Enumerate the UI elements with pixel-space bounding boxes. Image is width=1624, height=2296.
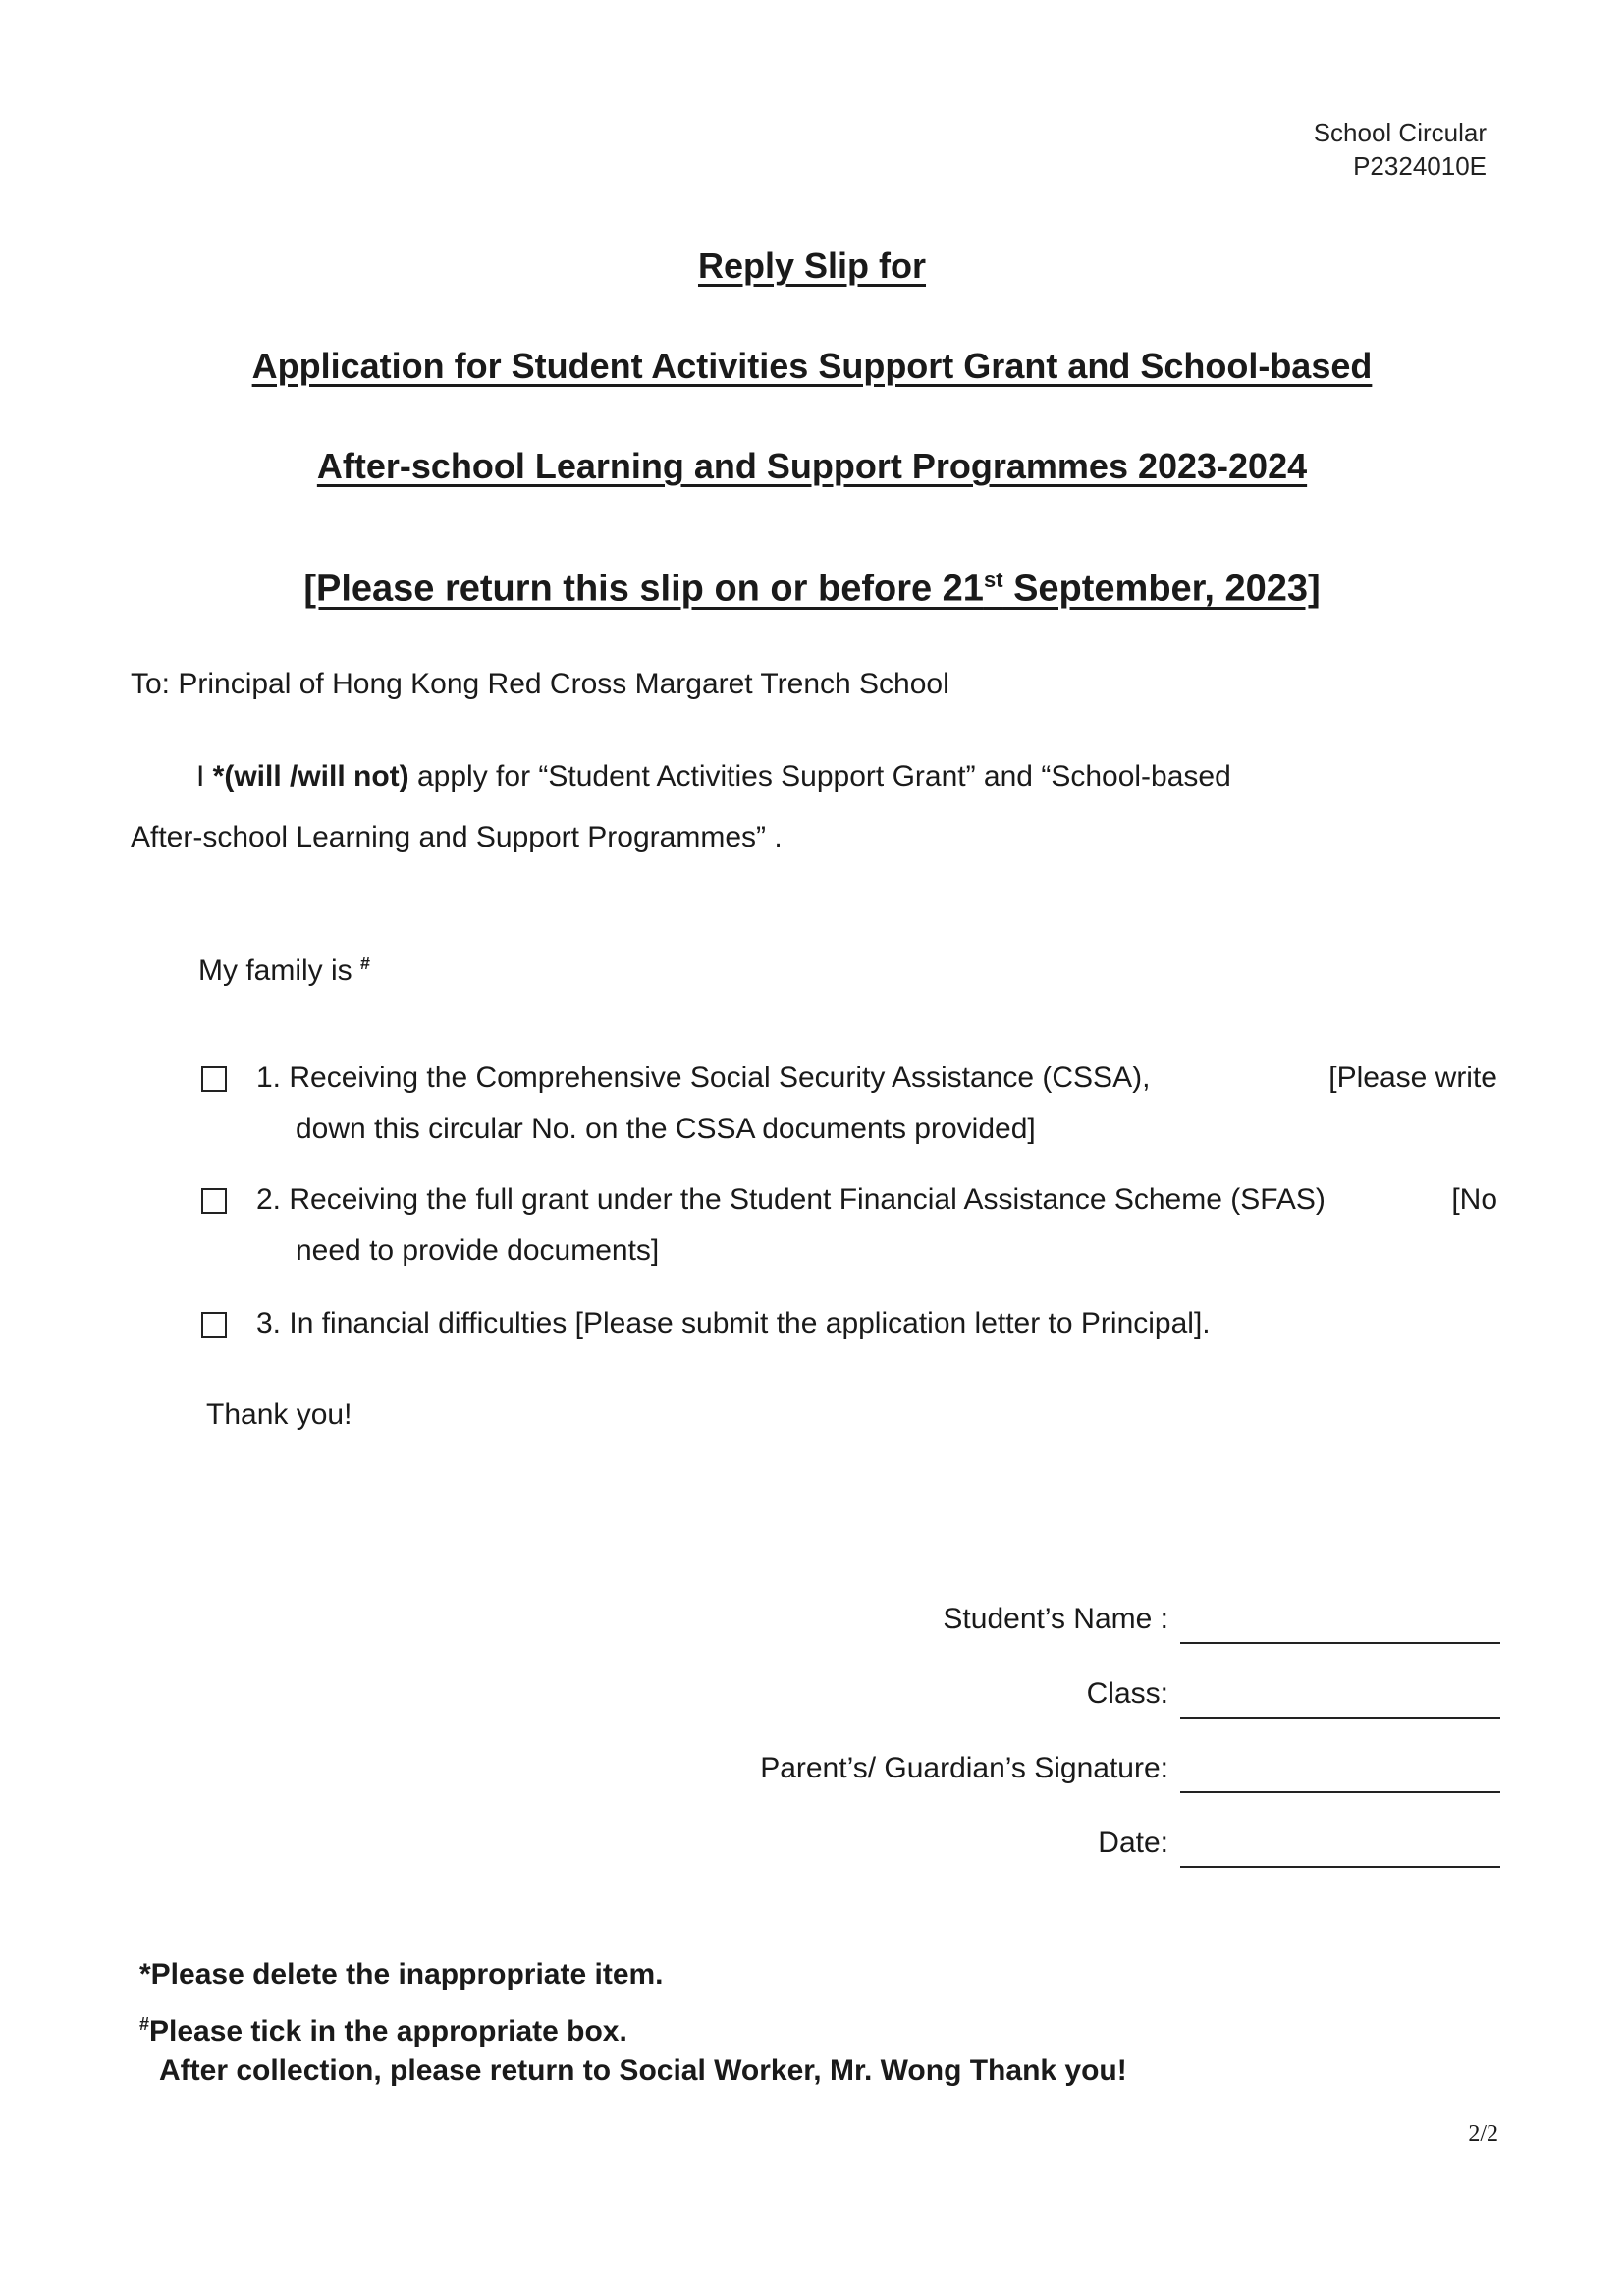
apply-choice[interactable]: *(will /will not) xyxy=(212,760,409,793)
option-sfas-note: [No xyxy=(1451,1183,1497,1216)
page-number: 2/2 xyxy=(1468,2121,1498,2147)
student-name-label: Student’s Name : xyxy=(943,1603,1168,1635)
circular-number: P2324010E xyxy=(1353,151,1487,181)
option-sfas-line2: need to provide documents] xyxy=(296,1234,660,1267)
circular-reference xyxy=(1314,116,1487,183)
family-label-text: My family is xyxy=(198,955,360,987)
thank-you-text: Thank you! xyxy=(206,1398,352,1431)
date-label: Date: xyxy=(1098,1827,1168,1859)
option-sfas-text: 2. Receiving the full grant under the Student Financial Assistance Scheme (SFAS) xyxy=(256,1183,1326,1216)
signature-label: Parent’s/ Guardian’s Signature: xyxy=(760,1752,1168,1784)
class-label: Class: xyxy=(1086,1677,1168,1710)
family-label xyxy=(198,939,370,996)
note-tick-text: Please tick in the appropriate box. xyxy=(149,2015,627,2048)
date-field xyxy=(1098,1819,1500,1868)
note-tick-mark: # xyxy=(139,2014,150,2034)
addressee-line: To: Principal of Hong Kong Red Cross Margaret Trench School xyxy=(131,668,949,700)
title-application: Application for Student Activities Support Grant and School-based xyxy=(251,346,1373,386)
return-deadline xyxy=(0,568,1624,611)
option-cssa-text: 1. Receiving the Comprehensive Social Security Assistance (CSSA), xyxy=(256,1062,1151,1094)
class-input[interactable] xyxy=(1180,1683,1500,1719)
circular-label: School Circular xyxy=(1313,118,1487,147)
student-name-field xyxy=(943,1595,1500,1644)
return-deadline-suffix: September, 2023] xyxy=(1002,568,1321,610)
apply-statement-line2: After-school Learning and Support Programmes” . xyxy=(131,821,783,853)
return-deadline-prefix: [Please return this slip on or before 21 xyxy=(303,568,984,610)
signature-field xyxy=(760,1744,1500,1793)
option-difficulties xyxy=(201,1298,1497,1349)
option-sfas xyxy=(201,1175,1497,1277)
date-input[interactable] xyxy=(1180,1832,1500,1868)
option-difficulties-text: 3. In financial difficulties [Please submit the application letter to Principal]. xyxy=(256,1307,1211,1339)
note-delete: *Please delete the inappropriate item. xyxy=(139,1958,664,1991)
return-deadline-sup: st xyxy=(983,568,1003,592)
note-return: After collection, please return to Social Worker, Mr. Wong Thank you! xyxy=(159,2054,1127,2087)
option-cssa-note: [Please write xyxy=(1328,1062,1497,1094)
checkbox-cssa[interactable] xyxy=(201,1066,227,1092)
option-cssa xyxy=(201,1053,1497,1155)
checkbox-difficulties[interactable] xyxy=(201,1312,227,1338)
apply-statement-line1 xyxy=(196,746,1231,807)
student-name-input[interactable] xyxy=(1180,1609,1500,1644)
apply-i: I xyxy=(196,760,213,793)
title-reply-slip: Reply Slip for xyxy=(697,246,927,286)
signature-input[interactable] xyxy=(1180,1758,1500,1793)
class-field xyxy=(1087,1669,1500,1719)
option-cssa-line2: down this circular No. on the CSSA documents provided] xyxy=(296,1113,1036,1145)
title-programmes: After-school Learning and Support Programmes 2023-2024 xyxy=(316,446,1308,486)
apply-rest1: apply for “Student Activities Support Grant” and “School-based xyxy=(408,760,1231,793)
family-mark: # xyxy=(360,954,371,973)
checkbox-sfas[interactable] xyxy=(201,1188,227,1214)
